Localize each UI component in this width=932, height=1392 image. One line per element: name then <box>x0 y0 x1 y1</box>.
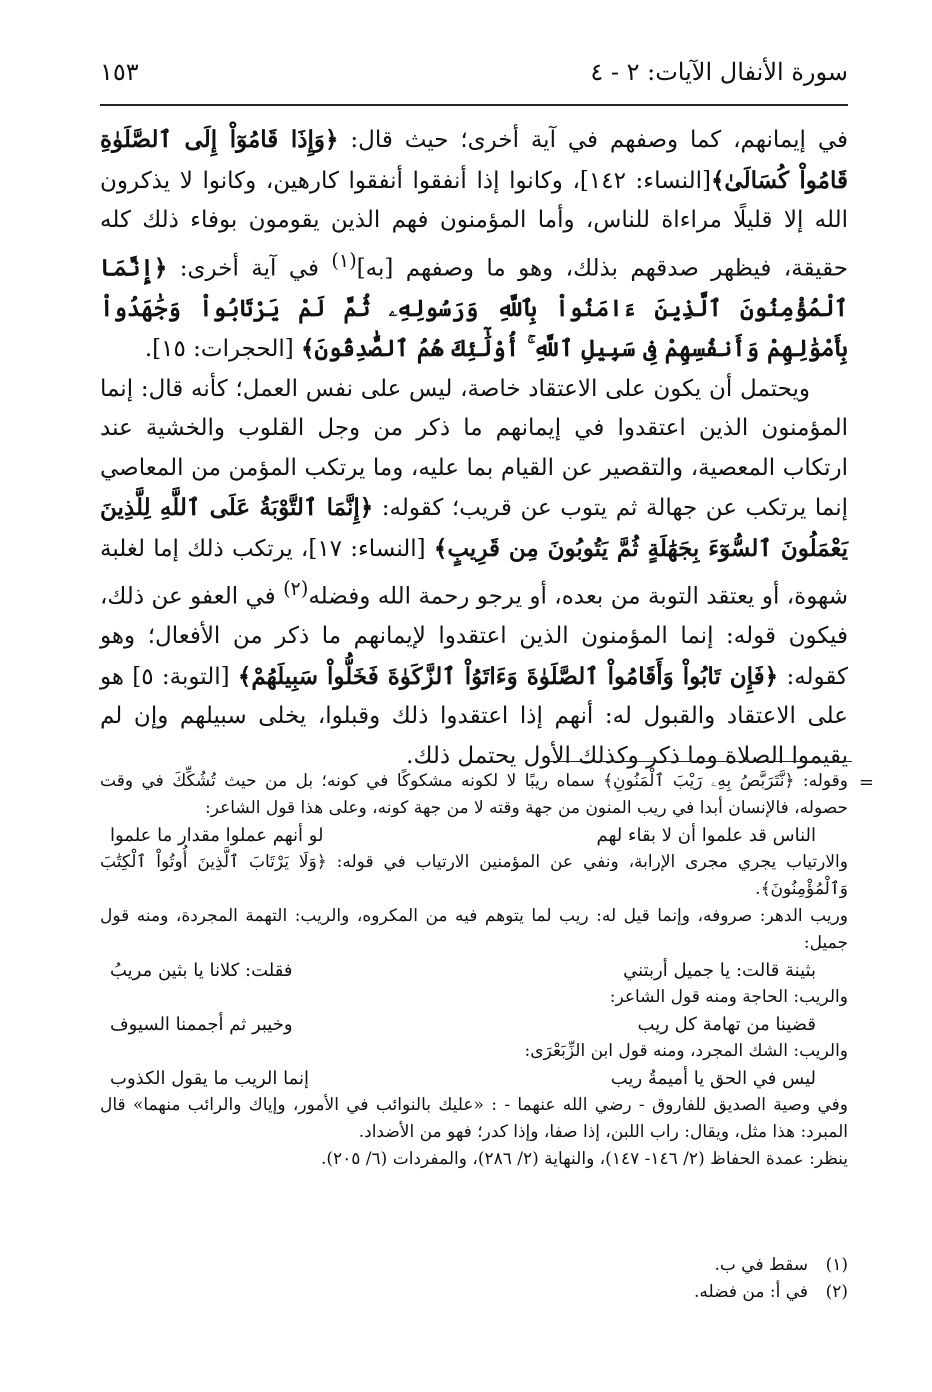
footnote-item <box>100 1279 848 1306</box>
footnote-text: وقوله: ﴿نَّتَرَبَّصُ بِهِۦ رَيْبَ ٱلْمَنُونِ﴾ سماه ريبًا لا لكونه مشكوكًا في كونه؛ بل من حيث تُشُكِّكَ في وقت حصوله، فالإنسان أبدا في ريب المنون من جهة وقته لا من جهة كونه، وعلى هذا قول الشاعر: <box>100 771 848 818</box>
text-run: في إيمانهم، كما وصفهم في آية أخرى؛ حيث قال: <box>338 127 848 153</box>
hemistich-left: وخيبر ثم أجممنا السيوف <box>110 1014 293 1035</box>
footnote-body: سقط في ب. <box>714 1255 808 1275</box>
quran-quote: ﴿وَإِذَا قَامُوٓاْ إِلَى ٱلصَّلَوٰةِ قَامُواْ كُسَالَىٰ﴾ <box>100 126 848 194</box>
poetry-line <box>100 822 848 849</box>
footnote-continuation-mark: = <box>858 772 874 793</box>
footnote-body: في أ: من فضله. <box>693 1282 808 1302</box>
paragraph-1 <box>100 120 848 370</box>
text-run: [النساء: ١٧]، يرتكب ذلك إما لغلبة شهوة، أو يعتقد التوبة من بعده، أو يرجو رحمة الله وفضله <box>100 535 848 610</box>
footnote-marker: (٢) <box>283 577 309 601</box>
hemistich-right: قضينا من تهامة كل ريب <box>637 1014 816 1035</box>
main-text <box>100 120 848 776</box>
text-run: [التوبة: ٥] هو على الاعتقاد والقبول له: أنهم إذا اعتقدوا ذلك وقبلوا، يخلى سبيلهم وإن لم يقيموا الصلاة وما ذكر وكذلك الأول يحتمل ذلك. <box>100 663 848 769</box>
hemistich-left: إنما الريب ما يقول الكذوب <box>110 1068 310 1089</box>
text-run: في آية أخرى: <box>167 255 332 282</box>
footnote-separator <box>544 761 852 762</box>
quran-quote: ﴿فَإِن تَابُواْ وَأَقَامُواْ ٱلصَّلَوٰةَ وَءَاتَوُاْ ٱلزَّكَوٰةَ فَخَلُّواْ سَبِيلَهُمْ﴾ <box>237 662 779 690</box>
footnote-text: والارتياب يجري مجرى الإرابة، ونفي عن المؤمنين الارتياب في قوله: ﴿وَلَا يَرْتَابَ ٱلَّذِينَ أُوتُواْ ٱلْكِتَٰبَ وَٱلْمُؤْمِنُونَ﴾. <box>100 852 848 899</box>
footnote-list <box>100 1252 848 1306</box>
quran-quote: ﴿إِنَّمَا ٱلتَّوْبَةُ عَلَى ٱللَّهِ لِلَّذِينَ يَعْمَلُونَ ٱلسُّوٓءَ بِجَهَٰلَةٍ ثُمَّ يَتُوبُونَ مِن قَرِيبٍ﴾ <box>100 494 848 562</box>
footnote-text: والريب: الحاجة ومنه قول الشاعر: <box>609 987 848 1007</box>
footnote-item <box>100 1252 848 1279</box>
footnote-text: وفي وصية الصديق للفاروق - رضي الله عنهما - : «عليك بالنوائب في الأمور، وإياك والرائب منهما» قال المبرد: هذا مثل، ويقال: راب اللبن، إذا صفا، وإذا كدر؛ فهو من الأضداد. <box>100 1095 848 1142</box>
footnote-text: وريب الدهر: صروفه، وإنما قيل له: ريب لما يتوهم فيه من المكروه، والريب: التهمة المجردة، ومنه قول جميل: <box>100 906 848 953</box>
page-number: ١٥٣ <box>100 58 139 86</box>
footnote-text: ينظر: عمدة الحفاظ (٢/ ١٤٦- ١٤٧)، والنهاية (٢/ ٢٨٦)، والمفردات (٦/ ٢٠٥). <box>320 1149 848 1169</box>
hemistich-left: لو أنهم عملوا مقدار ما علموا <box>110 825 324 846</box>
poetry-line <box>100 957 848 984</box>
footnote-text: والريب: الشك المجرد، ومنه قول ابن الزِّبَعْرَى: <box>524 1041 848 1061</box>
hemistich-left: فقلت: كلانا يا بثين مريبُ <box>110 960 293 981</box>
footnotes <box>100 768 848 1173</box>
paragraph-2 <box>100 370 848 777</box>
running-title: سورة الأنفال الآيات: ٢ - ٤ <box>590 58 848 86</box>
poetry-line <box>100 1065 848 1092</box>
hemistich-right: الناس قد علموا أن لا بقاء لهم <box>596 825 816 846</box>
page-header <box>100 58 848 98</box>
hemistich-right: ليس في الحق يا أميمةُ ريب <box>610 1068 816 1089</box>
text-run: ويحتمل أن يكون على الاعتقاد خاصة، ليس على نفس العمل؛ كأنه قال: إنما المؤمنون الذين اعتقدوا في إيمانهم ما ذكر من وجل القلوب والخشية عند ارتكاب المعصية، والتقصير عن القيام بما عليه، وما يرتكب المؤمن من المعاصي إنما يرتكب عن جهالة ثم يتوب عن قريب؛ كقوله: <box>100 375 848 522</box>
hemistich-right: بثينة قالت: يا جميل أربتني <box>623 960 816 981</box>
text-run: [النساء: ١٤٢]، وكانوا إذا أنفقوا أنفقوا كارهين، وكانوا لا يذكرون الله إلا قليلًا مراءاة للناس، وأما المؤمنون فهم الذين يقومون بوفاء ذلك كله حقيقة، فيظهر صدقهم بذلك، وهو ما وصفهم [به] <box>100 167 848 282</box>
footnote-number: (٢) <box>825 1282 848 1302</box>
header-rule <box>100 104 848 106</box>
footnote-number: (١) <box>825 1255 848 1275</box>
footnote-marker: (١) <box>331 248 357 272</box>
poetry-line <box>100 1011 848 1038</box>
quran-quote: ﴿إِنَّمَا ٱلْمُؤْمِنُونَ ٱلَّذِينَ ءَامَنُواْ بِٱللَّهِ وَرَسُولِهِۦ ثُمَّ لَمْ يَرْتَابُواْ وَجَٰهَدُواْ بِأَمْوَٰلِهِمْ وَأَنفُسِهِمْ فِى سَبِيلِ ٱللَّهِ ۚ أُوْلَٰٓئِكَ هُمُ ٱلصَّٰدِقُونَ﴾ <box>100 254 848 363</box>
text-run: في العفو عن ذلك، فيكون قوله: إنما المؤمنون الذين اعتقدوا لإيمانهم ما ذكر من الأفعال؛ وهو كقوله: <box>100 583 849 690</box>
text-run: [الحجرات: ١٥]. <box>144 336 302 363</box>
